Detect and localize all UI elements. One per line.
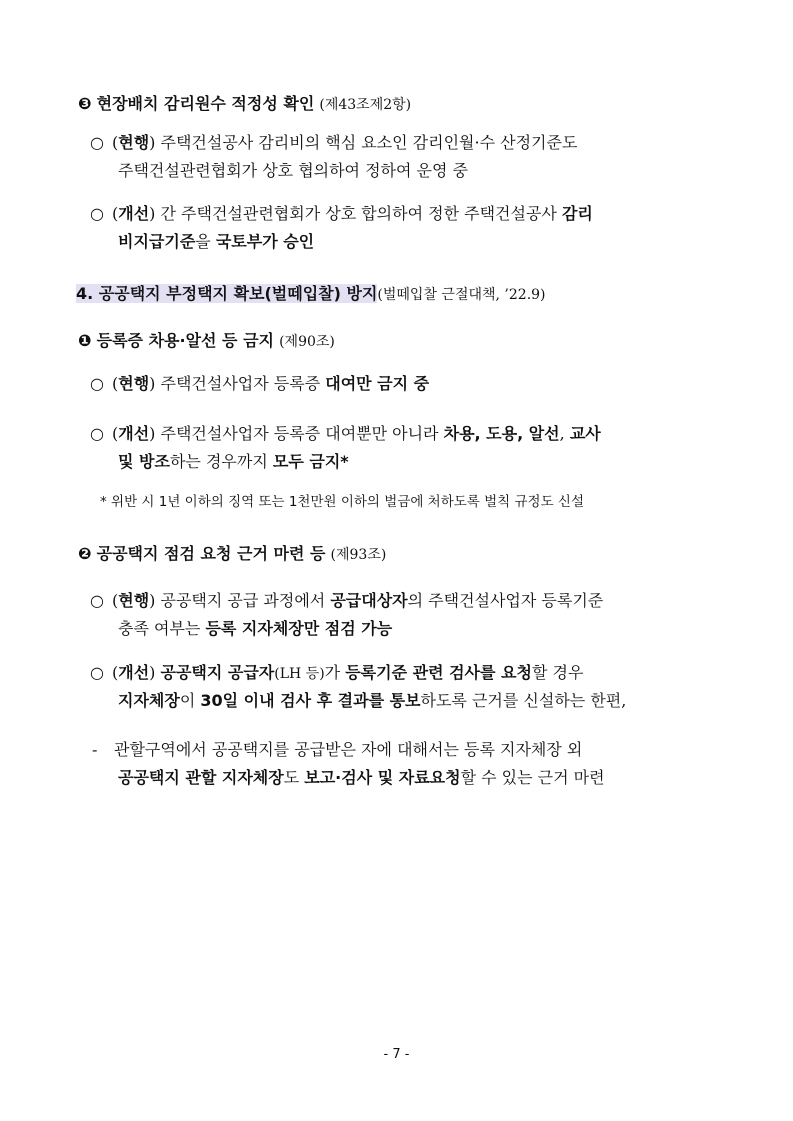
bold-text: 보고·검사 및 자료요청: [304, 768, 461, 787]
section-1-ref: (제90조): [279, 334, 335, 350]
bold-text: 교사: [569, 424, 601, 443]
section-2-heading: [78, 544, 386, 565]
section-1-improve-line-2: [118, 452, 349, 472]
text: 충족 여부는: [118, 619, 206, 638]
bold-text: 및 방조: [118, 452, 170, 471]
section-1-number: ❶: [78, 331, 92, 350]
improve-label: 개선: [118, 204, 150, 223]
bold-text: 차용, 도용, 알선: [443, 424, 560, 443]
section-1-footnote: [100, 492, 584, 512]
bold-text: 공급대상자: [330, 591, 408, 610]
bold-text: 등록 지자체장만 점검 가능: [205, 619, 393, 638]
text: 관할구역에서 공공택지를 공급받은 자에 대해서는 등록 지자체장 외: [114, 740, 583, 759]
page-number-text: - 7 -: [383, 1047, 410, 1062]
section-2-sub-line-1: [92, 740, 582, 760]
text: 할 경우: [531, 663, 584, 682]
section-2-number: ❷: [78, 544, 92, 563]
text: 할 수 있는 근거 마련: [460, 768, 605, 787]
text: 하는 경우까지: [169, 452, 273, 471]
circle-bullet-icon: ○: [90, 133, 104, 152]
page-number: [0, 1045, 793, 1065]
text: 간 주택건설관련협회가 상호 합의하여 정한 주택건설공사: [160, 204, 562, 223]
footnote-text: * 위반 시 1년 이하의 징역 또는 1천만원 이하의 벌금에 처하도록 벌칙 규정도 신설: [100, 494, 584, 510]
bold-text: 비지급기준: [118, 232, 196, 251]
heading-4-title: 4. 공공택지 부정택지 확보(벌떼입찰) 방지: [76, 284, 378, 303]
bold-text: 공공택지 관할 지자체장: [118, 768, 284, 787]
text: ,: [559, 424, 570, 443]
text: (LH 등): [274, 666, 325, 682]
current-label: 현행: [118, 374, 150, 393]
bold-text: 모두 금지*: [272, 452, 349, 471]
section-1-current-line: ○ (현행) 주택건설사업자 등록증 대여만 금지 중: [90, 374, 430, 393]
section-1-heading: [78, 331, 335, 352]
section-2-current-line-2: [118, 619, 392, 639]
text: 주택건설관련협회가 상호 협의하여 정하여 운영 중: [118, 161, 469, 180]
bold-text: 감리: [561, 204, 593, 223]
section-3-improve-line-1: ○ (개선) 간 주택건설관련협회가 상호 합의하여 정한 주택건설공사 감리: [90, 204, 593, 223]
text: 의 주택건설사업자 등록기준: [407, 591, 604, 610]
circle-bullet-icon: ○: [90, 424, 104, 443]
circle-bullet-icon: ○: [90, 204, 104, 223]
section-2-improve-line-1: ○ (개선) 공공택지 공급자(LH 등)가 등록기준 관련 검사를 요청할 경우: [90, 663, 584, 682]
heading-4-ref: (벌떼입찰 근절대책, ’22.9): [377, 287, 546, 303]
section-3-number: ❸: [78, 94, 92, 113]
text: 주택건설공사 감리비의 핵심 요소인 감리인월·수 산정기준도: [160, 133, 578, 152]
section-3-current-line-1: ○ (현행) 주택건설공사 감리비의 핵심 요소인 감리인월·수 산정기준도: [90, 133, 578, 152]
text: 가: [324, 663, 346, 682]
bold-text: 공공택지 공급자: [160, 663, 275, 682]
section-3-ref: (제43조제2항): [319, 97, 412, 113]
text: 도: [283, 768, 305, 787]
text: 을: [195, 232, 216, 251]
circle-bullet-icon: ○: [90, 374, 104, 393]
bold-text: 등록기준 관련 검사를 요청: [345, 663, 532, 682]
section-3-heading: [78, 94, 411, 115]
improve-label: 개선: [118, 424, 150, 443]
text: 주택건설사업자 등록증: [160, 374, 326, 393]
text: 이: [179, 691, 201, 710]
section-2-current-line-1: ○ (현행) 공공택지 공급 과정에서 공급대상자의 주택건설사업자 등록기준: [90, 591, 604, 610]
bold-text: 국토부가 승인: [215, 232, 315, 251]
section-1-title: 등록증 차용·알선 등 금지: [96, 331, 274, 350]
bold-text: 대여만 금지 중: [325, 374, 430, 393]
current-label: 현행: [118, 133, 150, 152]
section-2-sub-line-2: [118, 768, 605, 788]
text: 주택건설사업자 등록증 대여뿐만 아니라: [160, 424, 444, 443]
text: 공공택지 공급 과정에서: [160, 591, 331, 610]
heading-4: [76, 284, 546, 305]
section-1-improve-line-1: ○ (개선) 주택건설사업자 등록증 대여뿐만 아니라 차용, 도용, 알선, 교사: [90, 424, 601, 443]
text: 하도록 근거를 신설하는 한편,: [420, 691, 627, 710]
circle-bullet-icon: ○: [90, 591, 104, 610]
bold-text: 30일 이내 검사 후 결과를 통보: [200, 691, 421, 710]
section-2-ref: (제93조): [330, 547, 387, 563]
circle-bullet-icon: ○: [90, 663, 104, 682]
section-2-improve-line-2: [118, 691, 626, 711]
improve-label: 개선: [118, 663, 150, 682]
section-3-title: 현장배치 감리원수 적정성 확인: [96, 94, 315, 113]
current-label: 현행: [118, 591, 150, 610]
section-3-improve-line-2: [118, 232, 314, 252]
section-3-current-line-2: [118, 161, 468, 181]
bold-text: 지자체장: [118, 691, 180, 710]
section-2-title: 공공택지 점검 요청 근거 마련 등: [96, 544, 326, 563]
dash-bullet-icon: -: [92, 740, 98, 759]
